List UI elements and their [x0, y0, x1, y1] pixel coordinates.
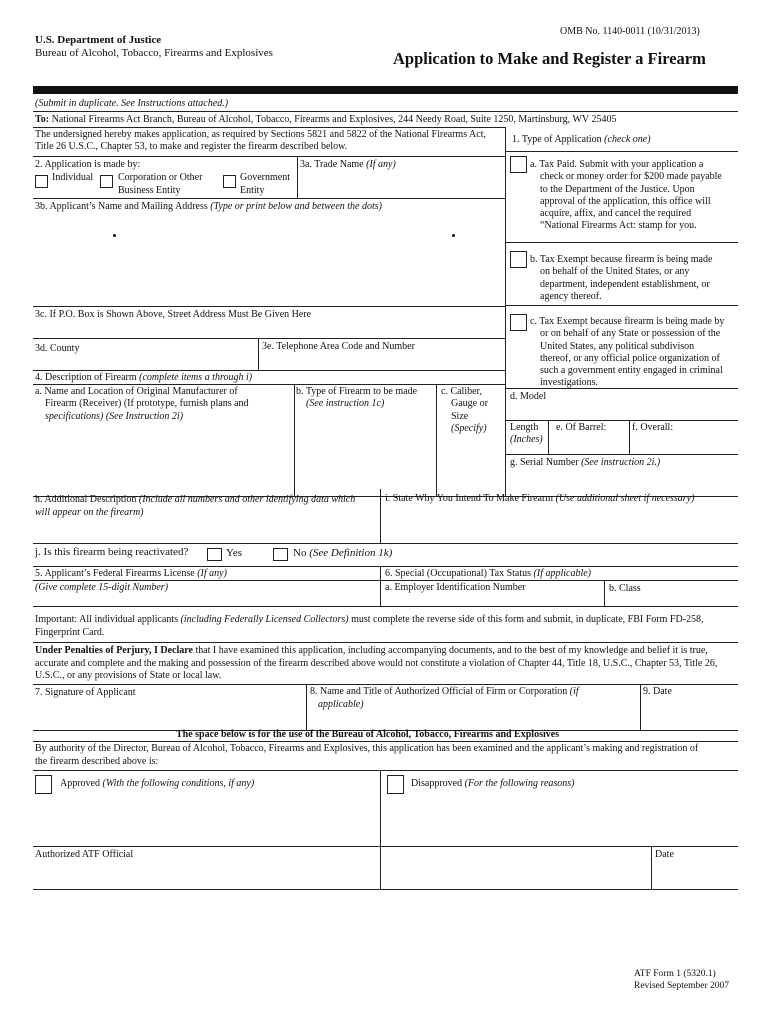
- q3a-label: 3a. Trade Name (If any): [300, 159, 396, 170]
- q3b-label: 3b. Applicant’s Name and Mailing Address (Type or print below and between the dots): [35, 201, 382, 212]
- reactivated-yes-checkbox[interactable]: [207, 548, 222, 561]
- reactivated-yes-label: Yes: [226, 547, 243, 559]
- atf-authority-text: By authority of the Director, Bureau of Alcohol, Tobacco, Firearms and Explosives, this application has been examined and the applicant’s making and registration of the firearm described above is:: [35, 743, 699, 767]
- q3d-label: 3d. County: [35, 343, 80, 354]
- q6b-label: b. Class: [609, 583, 641, 594]
- form-title: Application to Make and Register a Firearm: [393, 49, 706, 68]
- q4b-label: b. Type of Firearm to be made (See instruction 1c): [296, 386, 418, 410]
- q8-label: 8. Name and Title of Authorized Official of Firm or Corporation (if applicable): [310, 686, 579, 710]
- reactivated-no-checkbox[interactable]: [273, 548, 288, 561]
- approved-label: Approved (With the following conditions, if any): [60, 778, 255, 789]
- q4i-label: i. State Why You Intend To Make Firearm (Use additional sheet if necessary): [385, 493, 695, 504]
- government-label: Government Entity: [240, 172, 290, 196]
- barrel-length-label: e. Of Barrel:: [556, 422, 607, 433]
- q4c-label: c. Caliber, Gauge or Size (Specify): [441, 386, 488, 434]
- department-name: U.S. Department of Justice: [35, 34, 162, 46]
- tax-exempt-state-checkbox[interactable]: [510, 314, 527, 331]
- q3e-label: 3e. Telephone Area Code and Number: [262, 341, 415, 352]
- submit-note: (Submit in duplicate. See Instructions attached.): [35, 98, 229, 109]
- bureau-name: Bureau of Alcohol, Tobacco, Firearms and Explosives: [35, 47, 273, 59]
- q6-label: 6. Special (Occupational) Tax Status (If applicable): [385, 568, 592, 579]
- address-dot-right: [452, 234, 455, 237]
- q4-label: 4. Description of Firearm (complete items a through i): [35, 372, 253, 383]
- q4a-label: a. Name and Location of Original Manufacturer of Firearm (Receiver) (If prototype, furnish plans and specifications) (See Instruction 2i): [35, 386, 249, 422]
- intro-line-1: The undersigned hereby makes application, as required by Sections 5821 and 5822 of the National Firearms Act,: [35, 129, 486, 140]
- q4h-label: h. Additional Description (Include all numbers and other identifying data which will appear on the firearm): [35, 494, 356, 518]
- authorized-atf-official-label: Authorized ATF Official: [35, 849, 134, 860]
- length-label: Length (Inches): [510, 422, 543, 446]
- header-rule: [33, 86, 738, 94]
- q2-label: 2. Application is made by:: [35, 159, 141, 170]
- q9-label: 9. Date: [643, 686, 672, 697]
- perjury-declaration: Under Penalties of Perjury, I Declare that I have examined this application, including accompanying documents, and to the best of my knowledge and belief it is true, accurate and complete and the making and possession of the firearm described above would not constitute a violation of Chapter 44, Title 18, U.S.C., Chapter 53, Title 26, U.S.C., or any provisions of State or local law.: [35, 645, 718, 681]
- tax-exempt-us-checkbox[interactable]: [510, 251, 527, 268]
- tax-exempt-state-text: c. Tax Exempt because firearm is being made by or on behalf of any State or possession of the United States, any political subdivison thereof, or any official police organization of such a government entity engaged in criminal investigations.: [530, 316, 725, 389]
- disapproved-label: Disapproved (For the following reasons): [411, 778, 575, 789]
- intro-line-2: Title 26 U.S.C., Chapter 53, to make and register the firearm described below.: [35, 141, 348, 152]
- serial-number-label: g. Serial Number (See instruction 2i.): [510, 457, 661, 468]
- tax-exempt-us-text: b. Tax Exempt because firearm is being made on behalf of the United States, or any department, independent establishment, or agency thereof.: [530, 254, 713, 302]
- tax-paid-checkbox[interactable]: [510, 156, 527, 173]
- approved-checkbox[interactable]: [35, 775, 52, 794]
- atf-date-label: Date: [655, 849, 674, 860]
- address-dot-left: [113, 234, 116, 237]
- tax-paid-text: a. Tax Paid. Submit with your application a check or money order for $200 made payable to the Department of the Justice. Upon approval of the application, this office will acquire, affix, and cancel the required “National Firearms Act: stamp for you.: [530, 159, 722, 232]
- overall-length-label: f. Overall:: [632, 422, 674, 433]
- q7-label: 7. Signature of Applicant: [35, 687, 136, 698]
- corporation-checkbox[interactable]: [100, 175, 113, 188]
- individual-label: Individual: [52, 172, 94, 183]
- individual-checkbox[interactable]: [35, 175, 48, 188]
- q3c-label: 3c. If P.O. Box is Shown Above, Street Address Must Be Given Here: [35, 309, 312, 320]
- omb-number: OMB No. 1140-0011 (10/31/2013): [560, 26, 700, 37]
- q6a-label: a. Employer Identification Number: [385, 582, 526, 593]
- government-checkbox[interactable]: [223, 175, 236, 188]
- q5-sub: (Give complete 15-digit Number): [35, 582, 169, 593]
- atf-section-header: The space below is for the use of the Bureau of Alcohol, Tobacco, Firearms and Explosives: [176, 729, 560, 740]
- q5-label: 5. Applicant’s Federal Firearms License (If any): [35, 568, 227, 579]
- important-note: Important: All individual applicants (including Federally Licensed Collectors) must complete the reverse side of this form and submit, in duplicate, FBI Form FD-258, Fingerprint Card.: [35, 614, 704, 638]
- qj-label: j. Is this firearm being reactivated?: [35, 546, 189, 558]
- disapproved-checkbox[interactable]: [387, 775, 404, 794]
- form-footer: ATF Form 1 (5320.1) Revised September 2007: [634, 969, 729, 991]
- to-address: To: National Firearms Act Branch, Bureau of Alcohol, Tobacco, Firearms and Explosives, 244 Needy Road, Suite 1250, Martinsburg, WV 25405: [35, 114, 617, 125]
- corporation-label: Corporation or Other Business Entity: [118, 172, 203, 196]
- q4d-label: d. Model: [510, 391, 547, 402]
- reactivated-no-label: No (See Definition 1k): [293, 547, 393, 559]
- type-of-application-title: 1. Type of Application (check one): [512, 134, 651, 145]
